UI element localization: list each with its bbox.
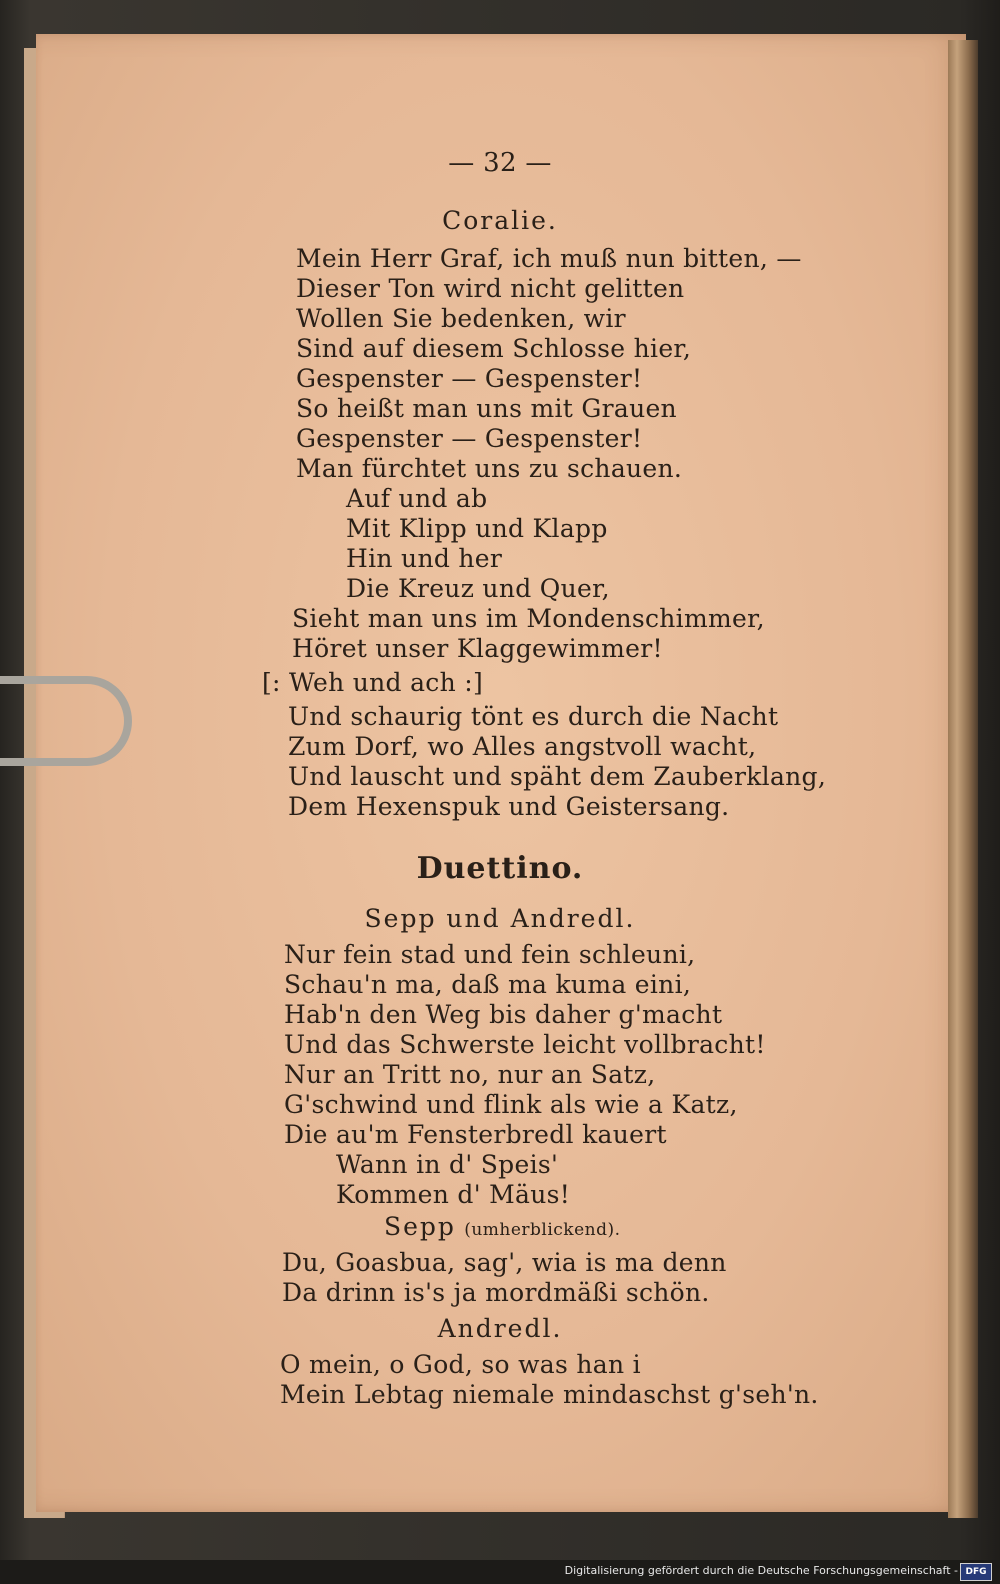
verse-line: Gespenster — Gespenster!: [296, 424, 643, 453]
verse-line: Kommen d' Mäus!: [336, 1180, 571, 1209]
verse-line: Mein Herr Graf, ich muß nun bitten, —: [296, 244, 802, 273]
speaker-name: Sepp: [384, 1212, 456, 1241]
verse-line: Nur an Tritt no, nur an Satz,: [284, 1060, 656, 1089]
verse-line: Man fürchtet uns zu schauen.: [296, 454, 683, 483]
speaker-andredl: Andredl.: [437, 1314, 563, 1343]
verse-line: Höret unser Klaggewimmer!: [292, 634, 663, 663]
footer-bar: [0, 1560, 1000, 1584]
speaker-coralie: Coralie.: [442, 206, 558, 235]
verse-line: Wollen Sie bedenken, wir: [296, 304, 626, 333]
verse-line: Da drinn is's ja mordmäßi schön.: [282, 1278, 710, 1307]
verse-line: Mit Klipp und Klapp: [346, 514, 608, 543]
verse-line: Und schaurig tönt es durch die Nacht: [288, 702, 779, 731]
verse-line: Und lauscht und späht dem Zauberklang,: [288, 762, 827, 791]
verse-line: [: Weh und ach :]: [262, 668, 484, 697]
verse-line: Dem Hexenspuk und Geistersang.: [288, 792, 730, 821]
dfg-logo: DFG: [960, 1563, 992, 1581]
verse-line: Mein Lebtag niemale mindaschst g'seh'n.: [280, 1380, 819, 1409]
verse-line: Du, Goasbua, sag', wia is ma denn: [282, 1248, 727, 1277]
verse-line: Die au'm Fensterbredl kauert: [284, 1120, 667, 1149]
verse-line: Dieser Ton wird nicht gelitten: [296, 274, 685, 303]
verse-line: Wann in d' Speis': [336, 1150, 559, 1179]
verse-line: Sieht man uns im Mondenschimmer,: [292, 604, 765, 633]
page-number: — 32 —: [448, 148, 552, 178]
stage-direction: (umherblickend).: [464, 1220, 621, 1240]
verse-line: Sind auf diesem Schlosse hier,: [296, 334, 692, 363]
speaker-sepp-andredl: Sepp und Andredl.: [364, 904, 636, 933]
verse-line: Auf und ab: [346, 484, 488, 513]
section-heading: Duettino.: [416, 851, 584, 886]
verse-line: So heißt man uns mit Grauen: [296, 394, 677, 423]
footer-credit: Digitalisierung gefördert durch die Deutsche Forschungsgemeinschaft -: [564, 1564, 958, 1577]
verse-line: G'schwind und flink als wie a Katz,: [284, 1090, 738, 1119]
verse-line: Gespenster — Gespenster!: [296, 364, 643, 393]
verse-line: Schau'n ma, daß ma kuma eini,: [284, 970, 692, 999]
verse-line: O mein, o God, so was han i: [280, 1350, 641, 1379]
verse-line: Nur fein stad und fein schleuni,: [284, 940, 696, 969]
verse-line: Hab'n den Weg bis daher g'macht: [284, 1000, 723, 1029]
verse-line: Und das Schwerste leicht vollbracht!: [284, 1030, 766, 1059]
speaker-sepp: [384, 1212, 621, 1245]
verse-line: Die Kreuz und Quer,: [346, 574, 610, 603]
verse-line: Zum Dorf, wo Alles angstvoll wacht,: [288, 732, 757, 761]
verse-line: Hin und her: [346, 544, 503, 573]
